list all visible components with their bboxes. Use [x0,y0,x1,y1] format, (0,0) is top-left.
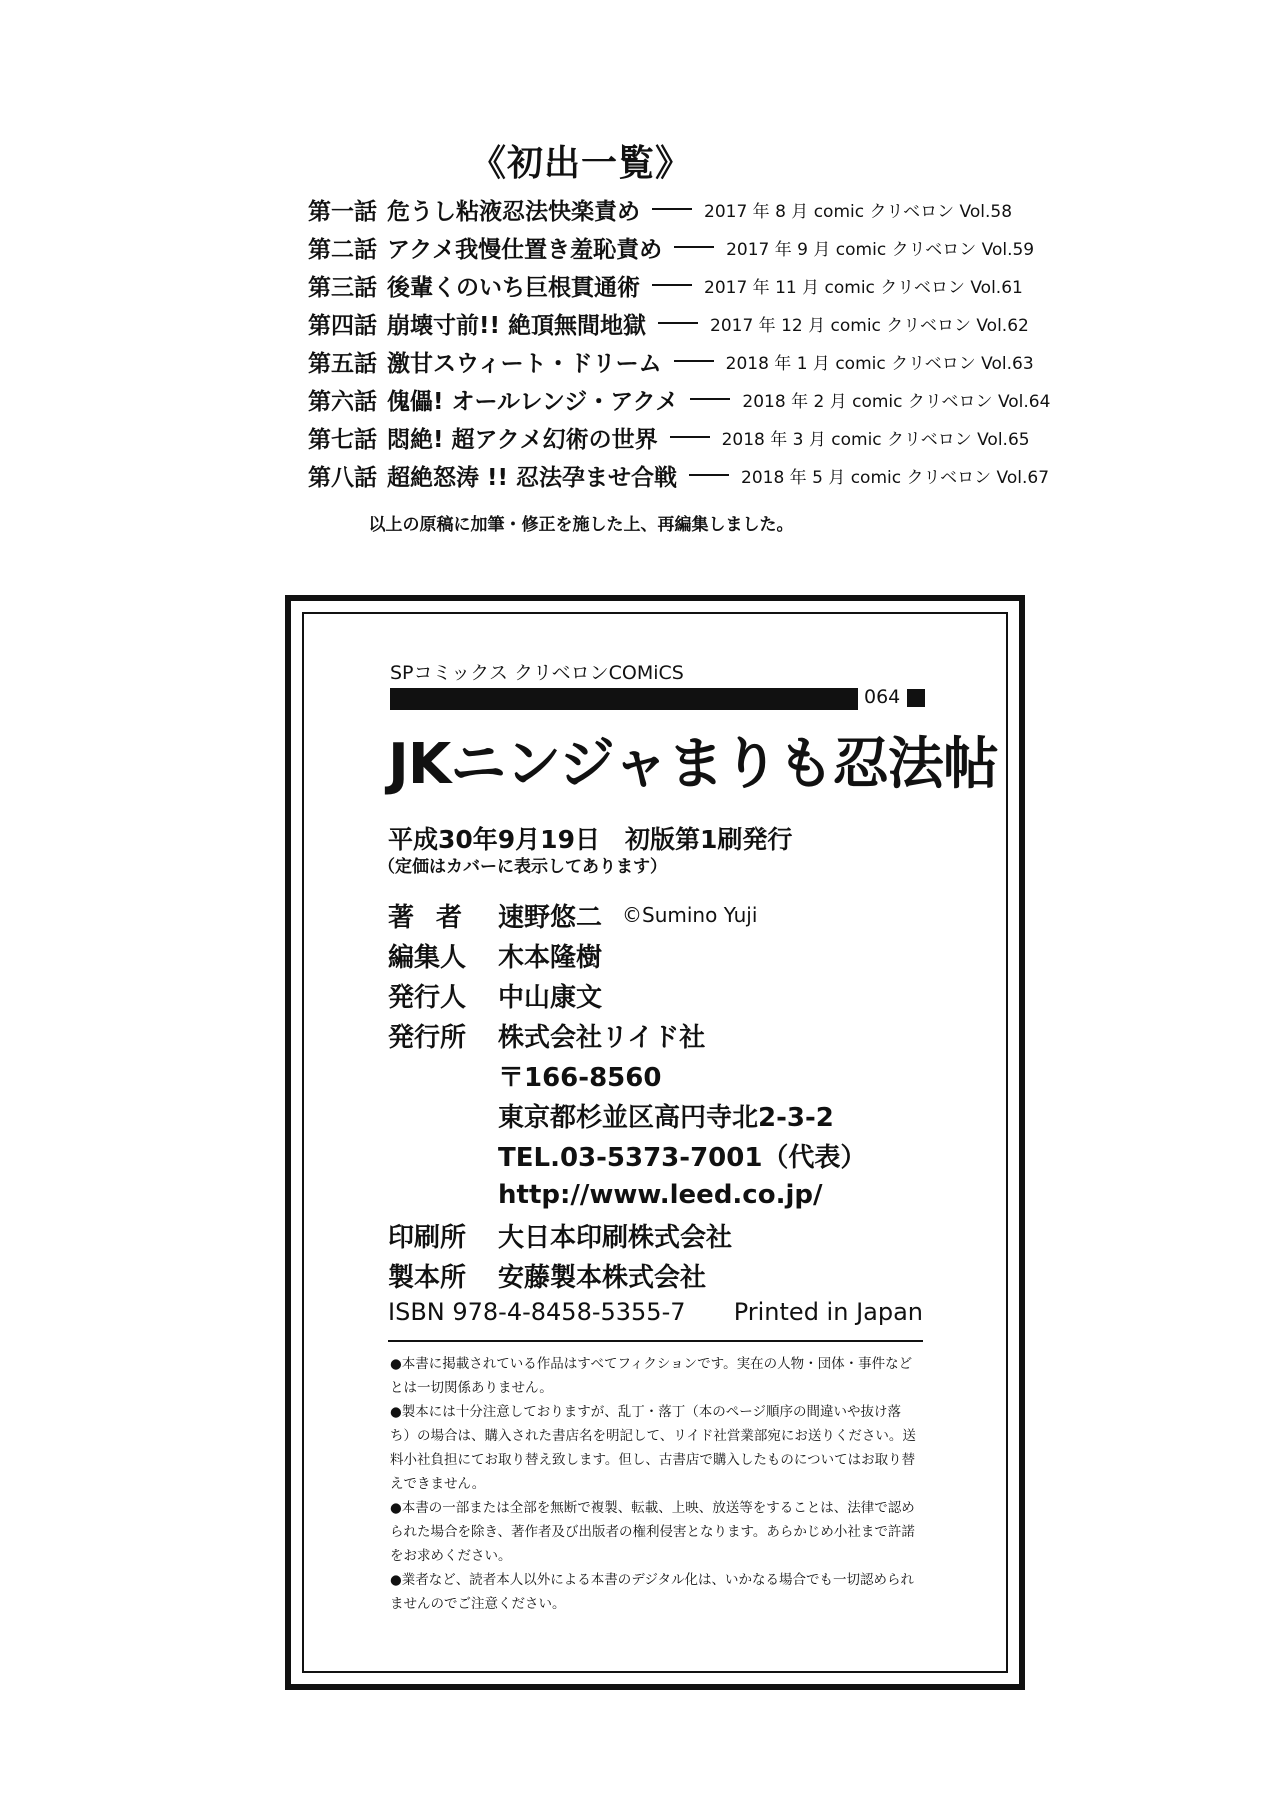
notice-item [390,1496,920,1568]
toc-chapter: 第五話 [308,350,377,377]
toc-entry [308,190,1013,228]
toc-chapter-title: 激甘スウィート・ドリーム [387,350,662,377]
toc-chapter-title: 悶絶! 超アクメ幻術の世界 [387,426,658,453]
toc-source: 2018 年 1 月 comic クリベロン Vol.63 [725,353,1034,374]
credit-label: 印刷所 [388,1222,467,1253]
notices [390,1352,920,1616]
credit-value: 安藤製本株式会社 [498,1262,707,1293]
toc-entry [308,304,1029,342]
toc-leader-line [674,246,714,248]
toc-note: 以上の原稿に加筆・修正を施した上、再編集しました。 [368,515,794,535]
website-url: http://www.leed.co.jp/ [498,1180,823,1210]
credit-row [388,1175,866,1215]
publication-date: 平成30年9月19日 初版第1刷発行 [388,825,793,854]
isbn: ISBN 978-4-8458-5355-7 [388,1298,686,1326]
toc-source: 2017 年 12 月 comic クリベロン Vol.62 [710,315,1029,336]
toc-source: 2017 年 9 月 comic クリベロン Vol.59 [726,239,1035,260]
toc-heading: 《初出一覧》 [469,143,692,184]
credit-label: 発行人 [388,982,467,1013]
toc-source: 2017 年 8 月 comic クリベロン Vol.58 [704,201,1013,222]
toc-chapter: 第八話 [308,464,377,491]
book-title: JKニンジャまりも忍法帖 [388,732,998,797]
credit-row [388,1215,866,1255]
toc-chapter-title: 崩壊寸前!! 絶頂無間地獄 [387,312,646,339]
credit-row [388,935,866,975]
toc-entry [308,456,1050,494]
volume-square-mark [907,689,925,707]
toc-source: 2018 年 3 月 comic クリベロン Vol.65 [721,429,1030,450]
volume-number: 064 [864,686,901,708]
credit-value: 大日本印刷株式会社 [498,1222,733,1253]
toc-chapter-title: 超絶怒涛 !! 忍法孕ませ合戦 [387,464,677,491]
toc-chapter: 第六話 [308,388,377,415]
toc-entry [308,228,1035,266]
title-rule-bar [390,688,858,710]
toc-chapter-title: 危うし粘液忍法快楽責め [387,198,640,225]
series-label: SPコミックス クリベロンCOMiCS [390,662,684,684]
credit-row [388,1255,866,1295]
toc-list [308,190,1051,494]
notice-text: ●本書の一部または全部を無断で複製、転載、上映、放送等をすることは、法律で認められた場合を除き、著作者及び出版者の権利侵害となります。あらかじめ小社まで許諾をお求めください。 [390,1500,915,1564]
printed-in: Printed in Japan [733,1298,923,1326]
credit-row [388,1055,866,1095]
toc-entry [308,380,1051,418]
notice-text: ●製本には十分注意しておりますが、乱丁・落丁（本のページ順序の間違いや抜け落ち）の場合は、購入された書店名を明記して、リイド社営業部宛にお送りください。送料小社負担にてお取り替え致します。但し、古書店で購入したものについてはお取り替えできません。 [390,1404,916,1492]
toc-chapter-title: 傀儡! オールレンジ・アクメ [387,388,679,415]
notice-item [390,1568,920,1616]
credit-label: 発行所 [388,1022,467,1053]
credit-row [388,895,866,935]
telephone: TEL.03-5373-7001（代表） [498,1142,867,1173]
toc-source: 2018 年 2 月 comic クリベロン Vol.64 [742,391,1051,412]
credit-value: 株式会社リイド社 [498,1022,706,1053]
toc-chapter: 第三話 [308,274,377,301]
toc-source: 2017 年 11 月 comic クリベロン Vol.61 [704,277,1023,298]
credit-label: 編集人 [388,942,467,973]
credit-row [388,1095,866,1135]
toc-leader-line [670,436,710,438]
isbn-line [388,1298,923,1326]
credit-value: 速野悠二 [498,902,603,933]
credit-row [388,1015,866,1055]
credit-label: 製本所 [388,1262,467,1293]
toc-leader-line [689,474,729,476]
toc-chapter: 第七話 [308,426,377,453]
notice-text: ●業者など、読者本人以外による本書のデジタル化は、いかなる場合でも一切認められませんのでご注意ください。 [390,1572,914,1612]
toc-leader-line [652,208,692,210]
toc-source: 2018 年 5 月 comic クリベロン Vol.67 [741,467,1050,488]
toc-leader-line [690,398,730,400]
toc-leader-line [674,360,714,362]
notice-item [390,1400,920,1496]
divider [388,1340,923,1342]
toc-chapter: 第四話 [308,312,377,339]
toc-chapter: 第一話 [308,198,377,225]
credit-value: 木本隆樹 [498,942,603,973]
credits-list [388,895,866,1295]
credit-value: 中山康文 [498,982,603,1013]
toc-leader-line [652,284,692,286]
toc-entry [308,342,1034,380]
toc-chapter: 第二話 [308,236,377,263]
copyright-notice: ©Sumino Yuji [622,903,758,927]
notice-item [390,1352,920,1400]
address: 東京都杉並区高円寺北2-3-2 [498,1102,834,1133]
price-note: （定価はカバーに表示してあります） [378,857,667,877]
credit-row [388,1135,866,1175]
credit-row [388,975,866,1015]
toc-leader-line [658,322,698,324]
toc-entry [308,418,1030,456]
toc-entry [308,266,1023,304]
postal-code: 〒166-8560 [498,1062,662,1093]
toc-chapter-title: アクメ我慢仕置き羞恥責め [387,236,663,263]
notice-text: ●本書に掲載されている作品はすべてフィクションです。実在の人物・団体・事件などとは一切関係ありません。 [390,1356,913,1396]
toc-chapter-title: 後輩くのいち巨根貫通術 [387,274,640,301]
credit-label: 著者 [388,902,485,933]
